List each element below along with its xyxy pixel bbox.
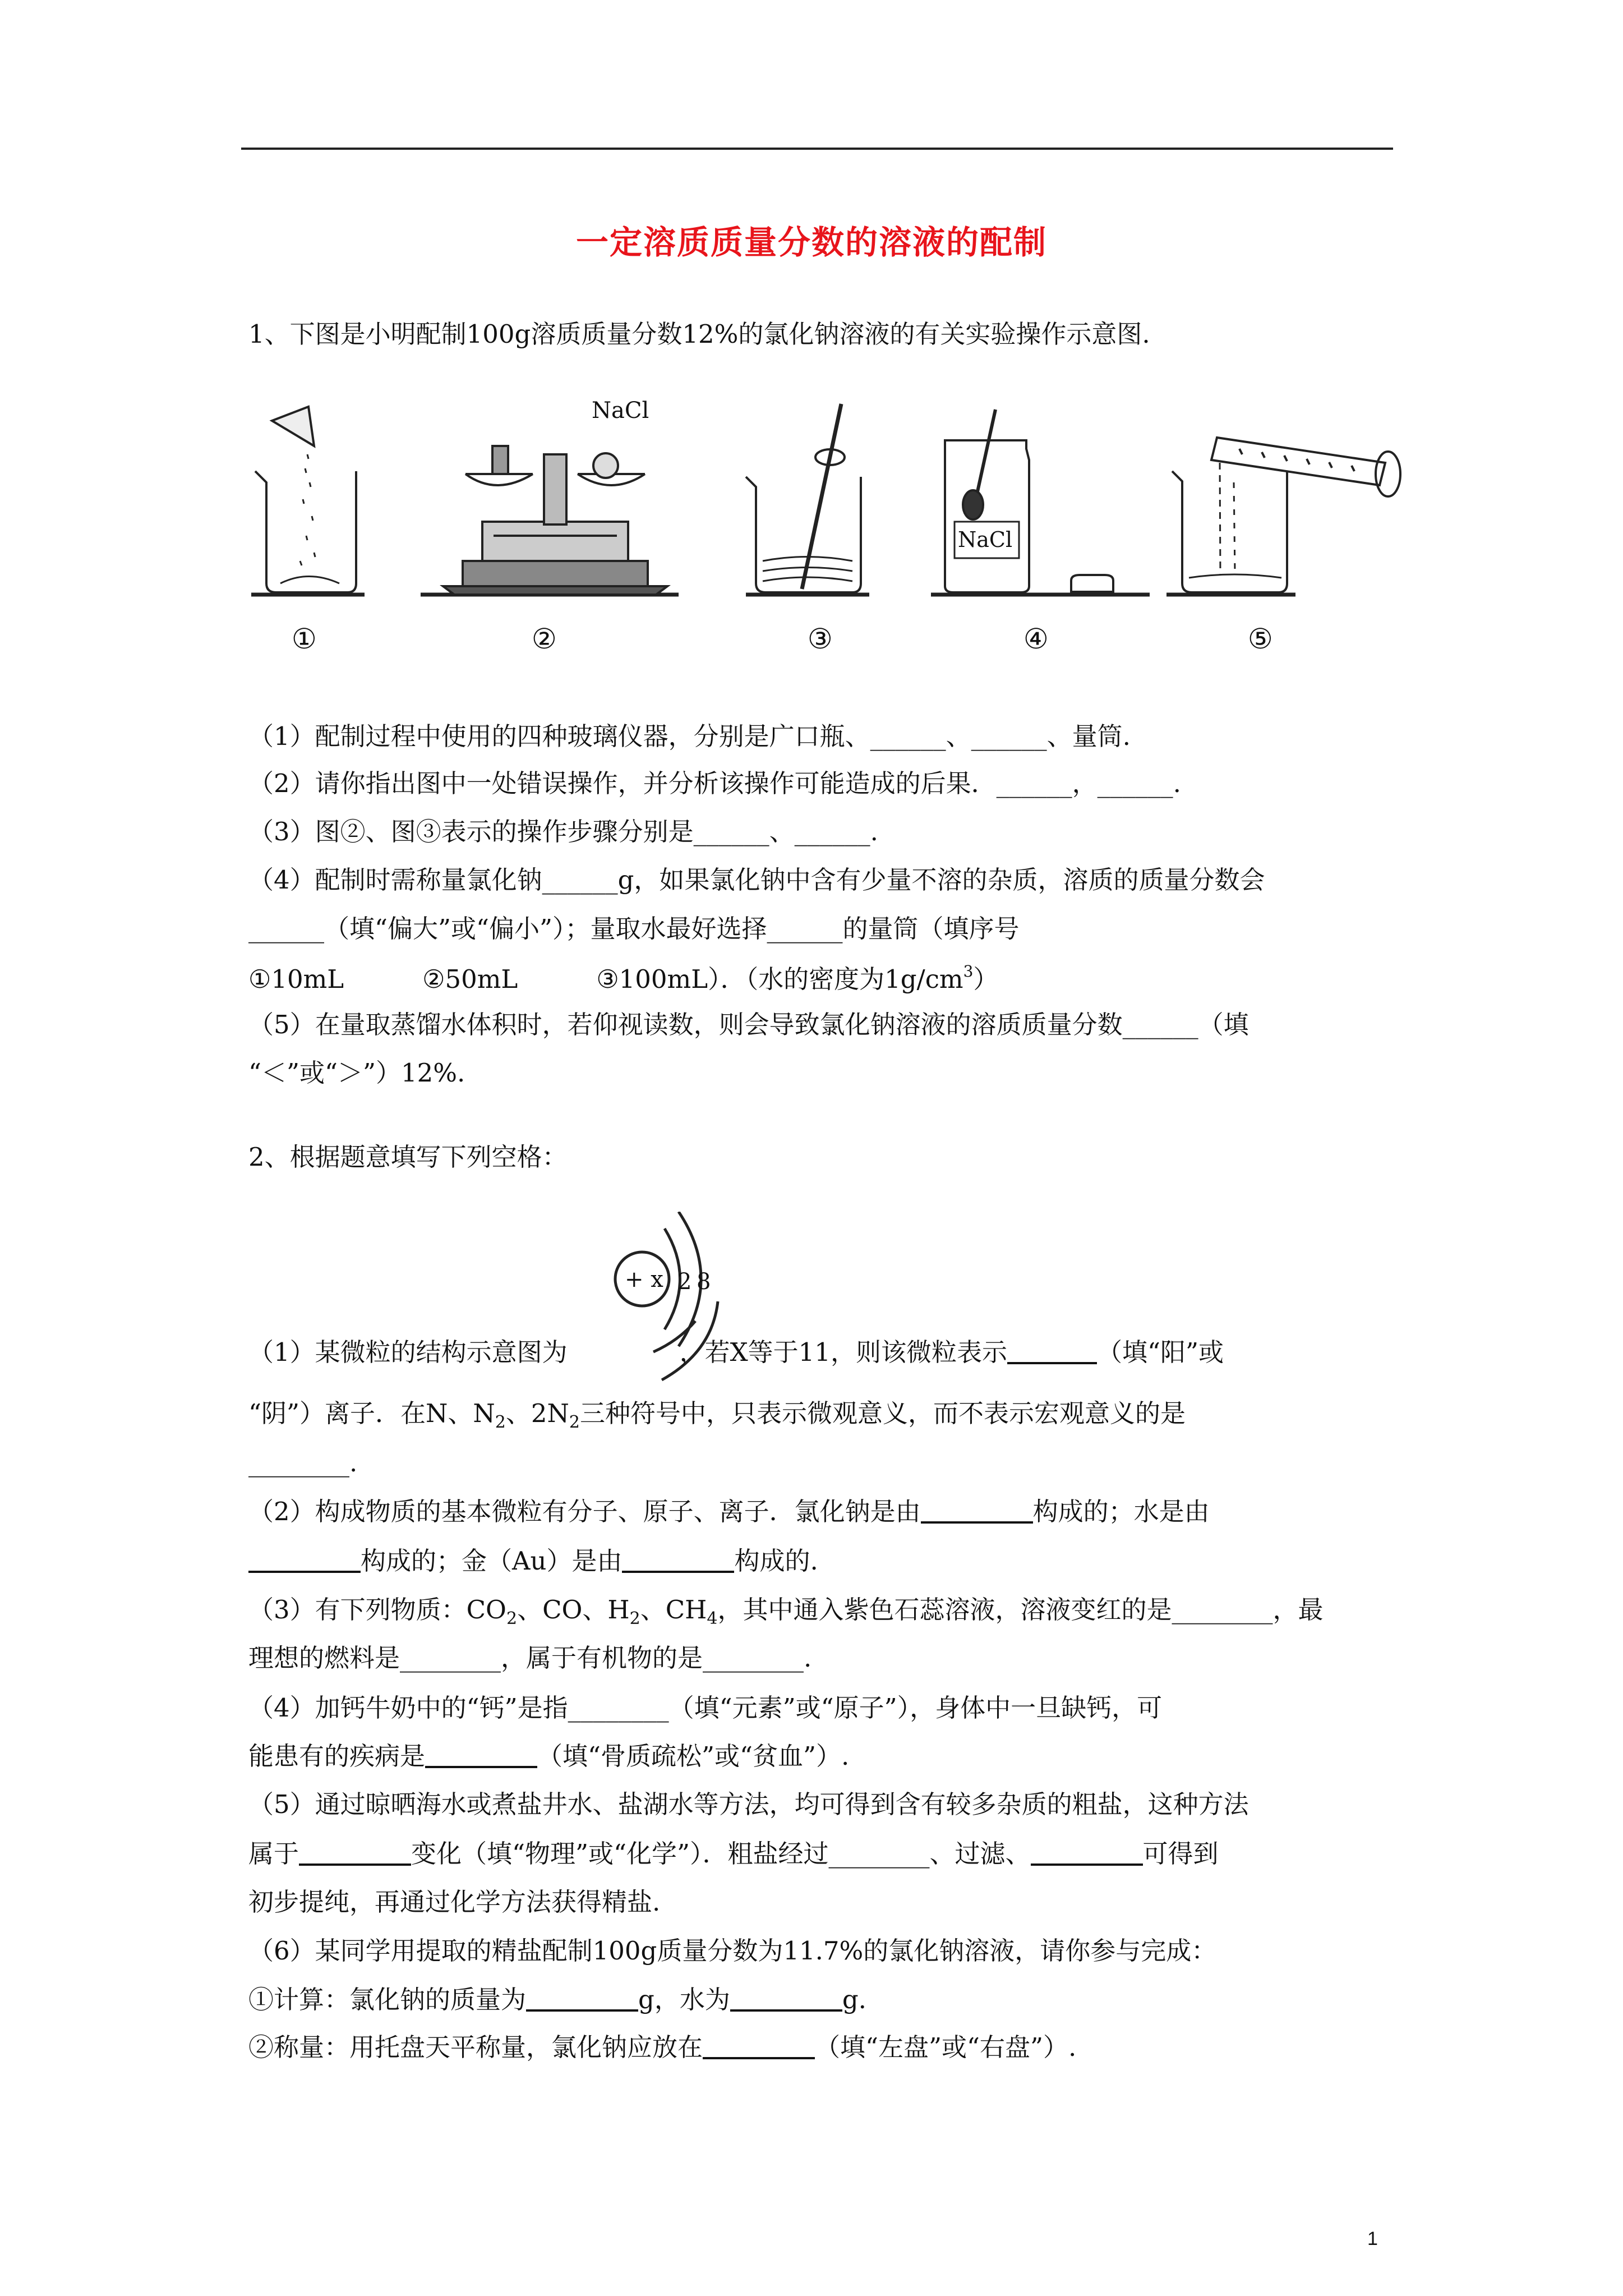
q2-sub2-line2: 构成的；金（Au）是由 构成的. bbox=[248, 1548, 818, 1573]
header-rule bbox=[241, 148, 1393, 150]
q2-sub6: （6）某同学用提取的精盐配制100g质量分数为11.7%的氯化钠溶液，请你参与完成： bbox=[248, 1936, 1217, 1966]
q1-part4-line1: （4）配制时需称量氯化钠______g，如果氯化钠中含有少量不溶的杂质，溶质的质量分数会 bbox=[248, 865, 1265, 895]
q2-sub5-line3: 初步提纯，再通过化学方法获得精盐. bbox=[248, 1887, 661, 1917]
q2-sub5-line2: 属于 变化（填“物理”或“化学”）．粗盐经过________、过滤、 可得到 bbox=[248, 1839, 1219, 1869]
figure-number-3: ③ bbox=[808, 623, 833, 655]
q2-sub3-line2: 理想的燃料是________，属于有机物的是________. bbox=[248, 1643, 812, 1673]
blank bbox=[526, 1987, 638, 2012]
beaker-1 bbox=[255, 471, 356, 592]
q2-sub6-step1: ①计算：氯化钠的质量为 g，水为 g. bbox=[248, 1985, 866, 2014]
q1-part4-line3: ①10mL ②50mL ③100mL）．（水的密度为$1g/cm^3$） bbox=[248, 962, 999, 994]
blank bbox=[1007, 1340, 1097, 1364]
blank bbox=[425, 1743, 537, 1768]
page-title: 一定溶质质量分数的溶液的配制 bbox=[575, 223, 1047, 261]
option-10ml: ①10mL bbox=[248, 964, 344, 994]
nacl-label-2: NaCl bbox=[958, 527, 1013, 552]
nacl-label-1: NaCl bbox=[592, 398, 649, 424]
blank bbox=[921, 1499, 1033, 1524]
balance bbox=[443, 446, 667, 595]
falling-powder bbox=[300, 454, 315, 565]
blank bbox=[703, 2035, 815, 2059]
q2-sub4-line2: 能患有的疾病是 （填“骨质疏松”或“贫血”）. bbox=[248, 1741, 850, 1771]
apparatus-figure bbox=[241, 393, 1419, 662]
blank bbox=[730, 1987, 842, 2012]
q1-part3: （3）图②、图③表示的操作步骤分别是______、______. bbox=[248, 817, 878, 846]
blank bbox=[622, 1548, 734, 1573]
q2-sub1-line3: ________. bbox=[248, 1448, 358, 1478]
blank bbox=[1031, 1841, 1143, 1866]
q2-sub2-line1: （2）构成物质的基本微粒有分子、原子、离子．氯化钠是由 构成的；水是由 bbox=[248, 1497, 1210, 1526]
q1-stem: 1、下图是小明配制100g溶质质量分数12%的氯化钠溶液的有关实验操作示意图. bbox=[248, 319, 1150, 349]
page-number: 1 bbox=[1367, 2228, 1378, 2249]
option-100ml: ③100mL）．（水的密度为1g/cm bbox=[596, 964, 963, 994]
water-stream bbox=[1220, 463, 1235, 575]
wide-mouth-bottle bbox=[945, 440, 1029, 592]
powder-pile bbox=[280, 577, 339, 584]
q2-sub6-step2: ②称量：用托盘天平称量，氯化钠应放在 （填“左盘”或“右盘”）. bbox=[248, 2032, 1077, 2062]
q2-stem: 2、根据题意填写下列空格： bbox=[248, 1142, 568, 1172]
option-50ml: ②50mL bbox=[422, 964, 518, 994]
blank bbox=[248, 1548, 361, 1573]
graduated-cylinder bbox=[1211, 438, 1400, 496]
q2-sub1-line1: （1）某微粒的结构示意图为 ，若X等于11，则该微粒表示 （填“阳”或 bbox=[248, 1337, 1224, 1367]
figure-number-5: ⑤ bbox=[1248, 623, 1273, 655]
paper-funnel bbox=[272, 407, 314, 446]
atom-nucleus-label: + x bbox=[625, 1267, 663, 1292]
q1-part5-line2: “＜”或“＞”）12%. bbox=[248, 1058, 465, 1088]
q1-part5-line1: （5）在量取蒸馏水体积时，若仰视读数，则会导致氯化钠溶液的溶质质量分数______（填 bbox=[248, 1010, 1249, 1039]
blank bbox=[299, 1841, 411, 1866]
figure-number-1: ① bbox=[292, 623, 317, 655]
q1-part1: （1）配制过程中使用的四种玻璃仪器，分别是广口瓶、______、______、量筒. bbox=[248, 721, 1131, 751]
q1-part4-line2: ______（填“偏大”或“偏小”）；量取水最好选择______的量筒（填序号 bbox=[248, 914, 1020, 944]
atom-shell2-count: 8 bbox=[697, 1269, 711, 1295]
stopper bbox=[1071, 575, 1113, 592]
q2-sub4-line1: （4）加钙牛奶中的“钙”是指________（填“元素”或“原子”），身体中一旦缺钙，可 bbox=[248, 1693, 1163, 1723]
q2-sub5-line1: （5）通过晾晒海水或煮盐井水、盐湖水等方法，均可得到含有较多杂质的粗盐，这种方法 bbox=[248, 1789, 1249, 1819]
figure-number-2: ② bbox=[532, 623, 557, 655]
glass-rod bbox=[802, 404, 841, 589]
q2-sub3-line1: （3）有下列物质：$CO_2$、CO、$H_2$、$CH_4$，其中通入紫色石蕊溶液，溶液变红的是________，最 bbox=[248, 1595, 1324, 1628]
q1-part2: （2）请你指出图中一处错误操作，并分析该操作可能造成的后果．______，______. bbox=[248, 769, 1181, 798]
q2-sub1-line2: “阴”）离子．在N、$N_2$、$2N_2$三种符号中，只表示微观意义，而不表示宏观意义的是 bbox=[248, 1398, 1186, 1432]
atom-shell1-count: 2 bbox=[677, 1269, 692, 1295]
spoon bbox=[976, 409, 995, 499]
figure-number-4: ④ bbox=[1023, 623, 1049, 655]
